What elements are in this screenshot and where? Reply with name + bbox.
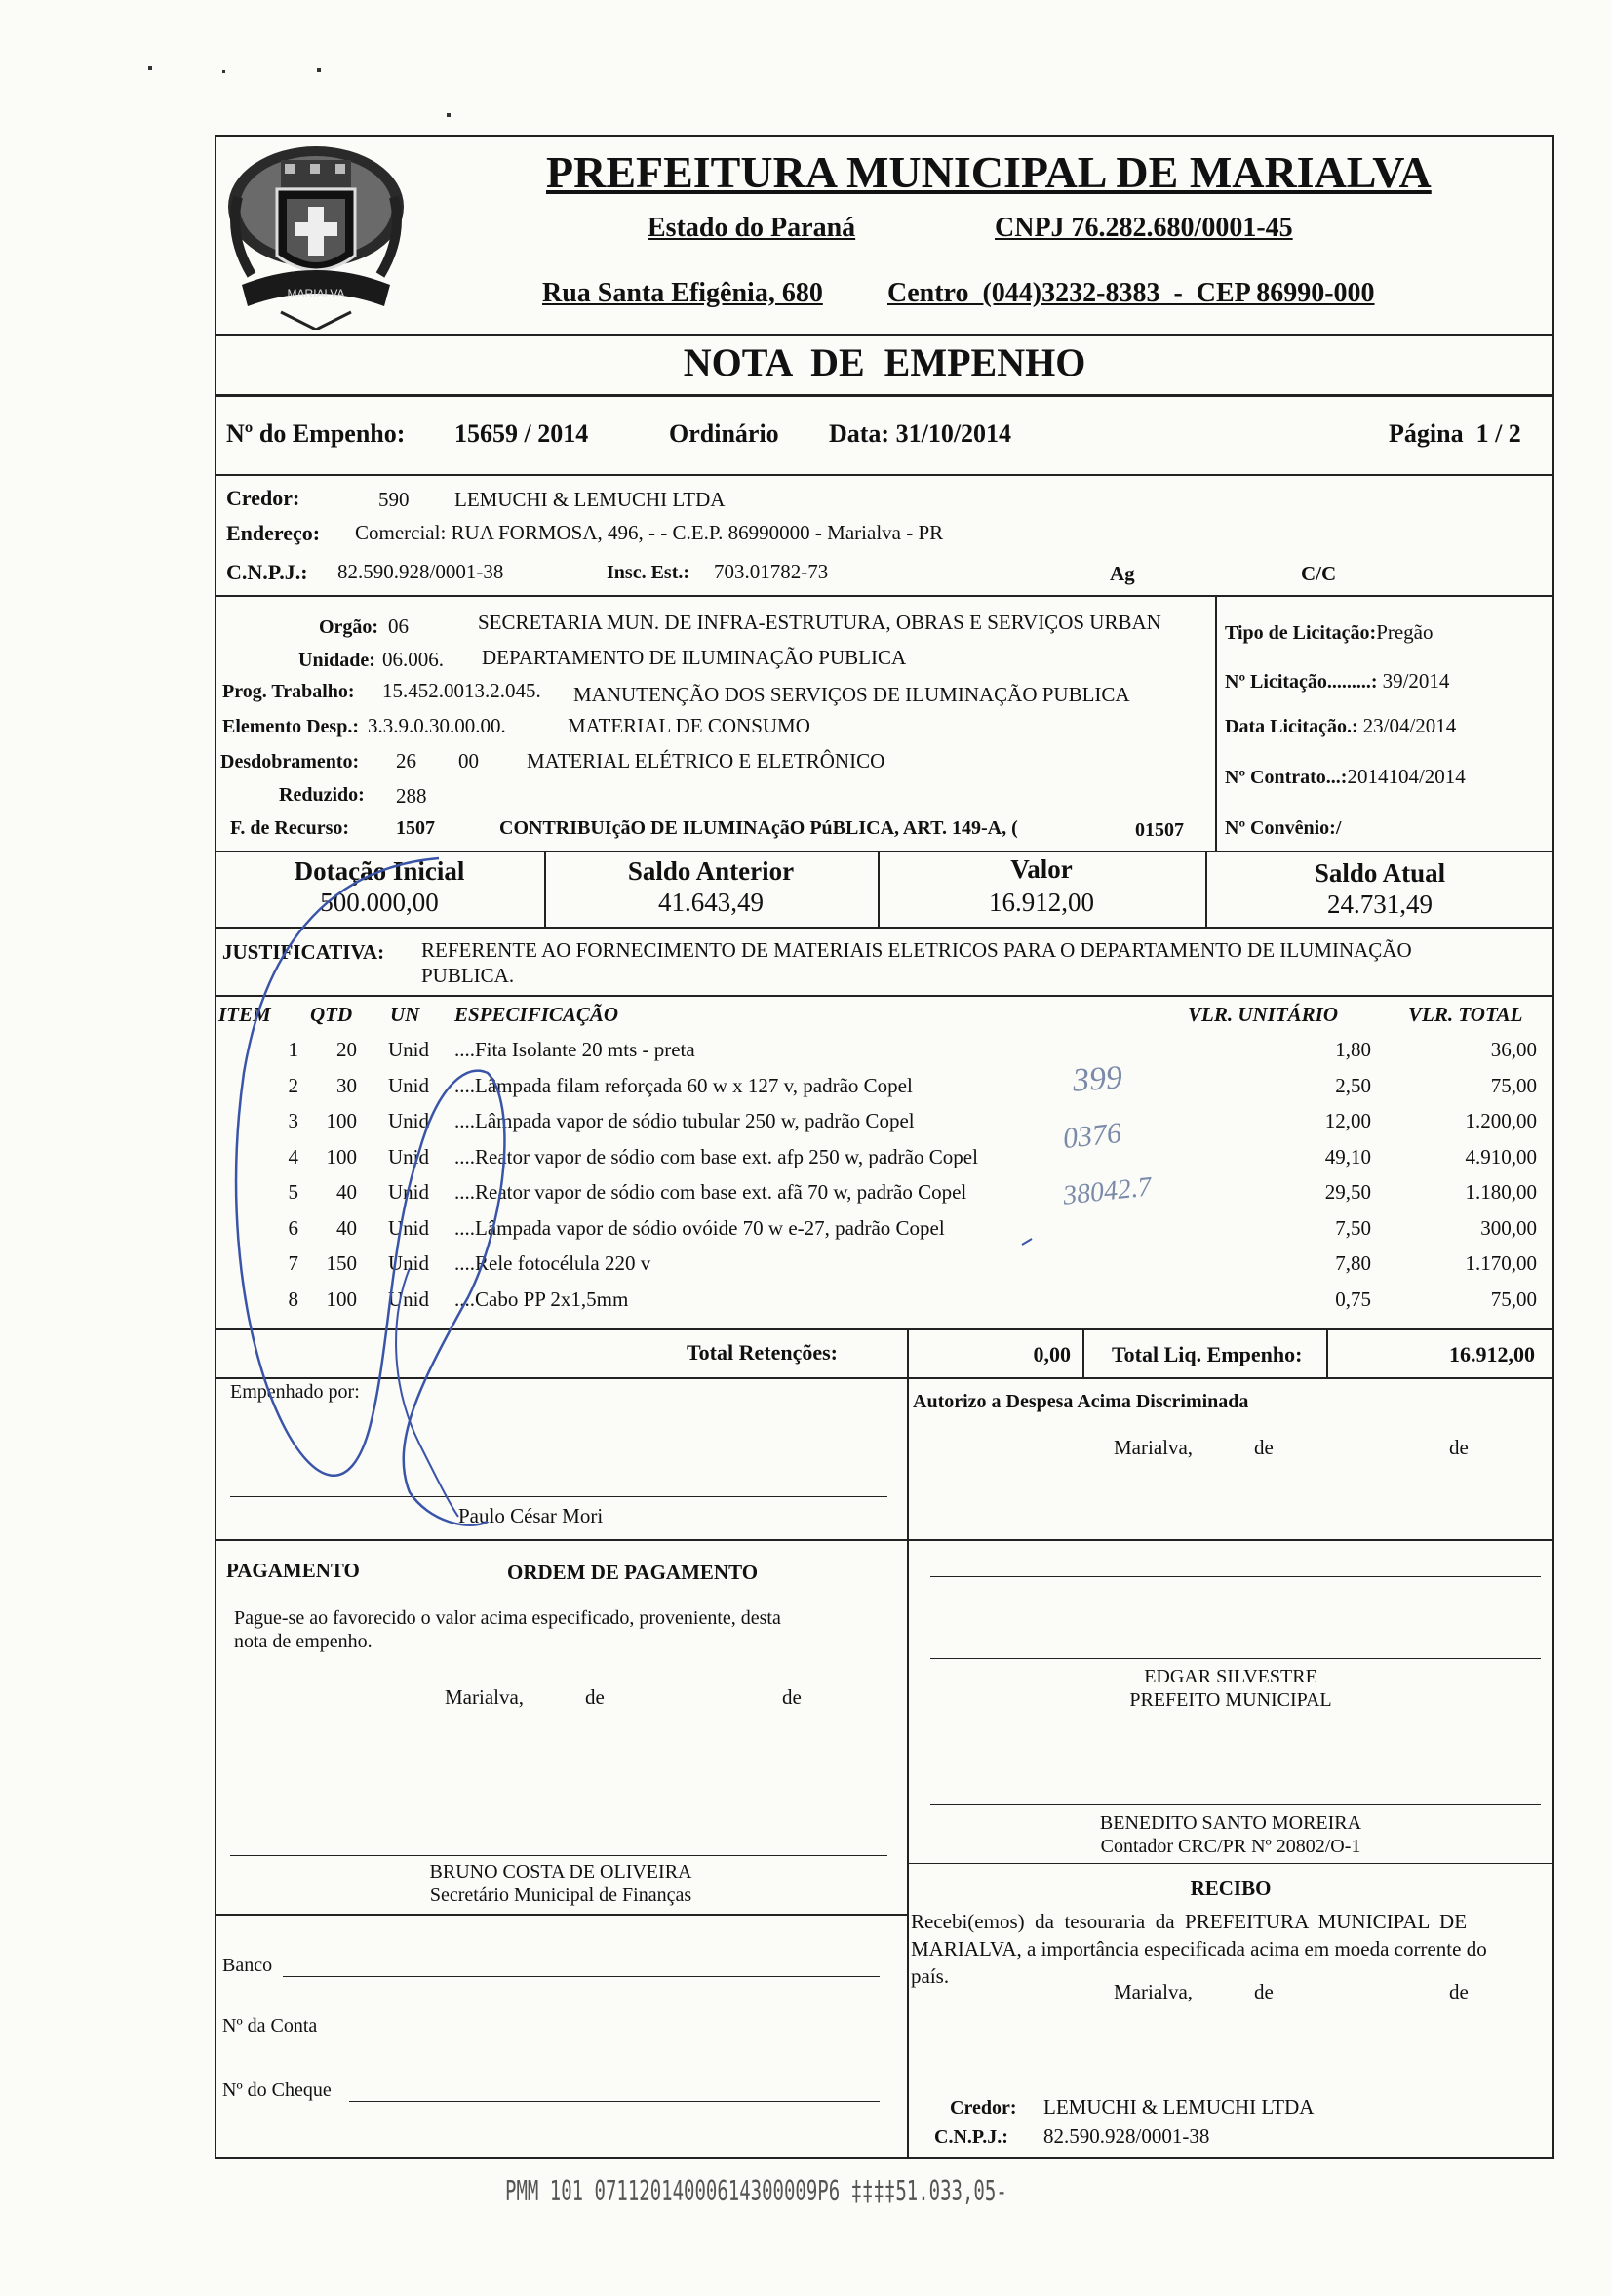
- unidade-name: DEPARTAMENTO DE ILUMINAÇÃO PUBLICA: [482, 646, 907, 669]
- item-spec-cell: ....Fita Isolante 20 mts - preta: [454, 1038, 695, 1061]
- valor-label: Valor: [1010, 854, 1073, 884]
- insc-est-value: 703.01782-73: [714, 560, 829, 583]
- licitacao-data-label: Data Licitação.:: [1225, 716, 1363, 737]
- item-unit-cell: 1,80: [1335, 1038, 1371, 1061]
- prefeito-role: PREFEITO MUNICIPAL: [1129, 1689, 1332, 1711]
- header-street: Rua Santa Efigênia, 680: [542, 278, 823, 308]
- item-item-cell: 2: [288, 1073, 298, 1097]
- justificativa-label: JUSTIFICATIVA:: [222, 940, 385, 964]
- endereco-label: Endereço:: [226, 521, 321, 545]
- item-spec-cell: ....Rele fotocélula 220 v: [454, 1251, 651, 1275]
- recibo-de2: de: [1449, 1980, 1469, 2003]
- processing-stamp: PMM 101 07112014000614300009P6 ‡‡‡‡51.033,05-: [505, 2175, 1007, 2208]
- autorizo-de1: de: [1254, 1436, 1274, 1459]
- credor-cnpj-value: 82.590.928/0001-38: [337, 560, 504, 583]
- item-un-cell: Unid: [388, 1109, 429, 1132]
- item-spec-cell: ....Lâmpada vapor de sódio ovóide 70 w e-27, padrão Copel: [454, 1215, 945, 1240]
- item-un-cell: Unid: [388, 1251, 429, 1275]
- desdobramento-label: Desdobramento:: [220, 751, 360, 772]
- fonte-label: F. de Recurso:: [230, 817, 350, 839]
- item-qtd-cell: 40: [336, 1215, 357, 1240]
- item-item-cell: 5: [288, 1180, 298, 1204]
- cc-label: C/C: [1301, 562, 1337, 585]
- contador-role: Contador CRC/PR Nº 20802/O-1: [1100, 1836, 1361, 1857]
- items-header-item: ITEM: [218, 1003, 271, 1026]
- credor-code: 590: [378, 488, 410, 511]
- item-unit-cell: 49,10: [1324, 1144, 1371, 1168]
- item-un-cell: Unid: [388, 1180, 429, 1204]
- item-qtd-cell: 100: [326, 1109, 357, 1132]
- item-item-cell: 1: [288, 1038, 298, 1061]
- item-item-cell: 8: [288, 1287, 298, 1311]
- svg-text:MARIALVA: MARIALVA: [287, 287, 345, 300]
- empenhado-label: Empenhado por:: [230, 1381, 360, 1403]
- banco-label: Banco: [222, 1955, 273, 1976]
- dotacao-value: 500.000,00: [320, 888, 439, 917]
- dotacao-label: Dotação Inicial: [294, 856, 465, 886]
- footer-credor-label: Credor:: [950, 2097, 1017, 2118]
- desdobramento-code: 26: [396, 749, 416, 772]
- contador-name: BENEDITO SANTO MOREIRA: [1099, 1812, 1362, 1834]
- fonte-code2: 01507: [1135, 819, 1184, 841]
- unidade-code: 06.006.: [382, 648, 444, 671]
- fonte-code: 1507: [396, 817, 435, 839]
- licitacao-tipo-value: Pregão: [1376, 620, 1434, 644]
- item-qtd-cell: 20: [336, 1038, 357, 1061]
- recibo-line2: MARIALVA, a importância especificada acima em moeda corrente do: [911, 1937, 1487, 1960]
- footer-credor-name: LEMUCHI & LEMUCHI LTDA: [1043, 2095, 1315, 2118]
- item-total-cell: 36,00: [1490, 1038, 1537, 1061]
- items-header-spec: ESPECIFICAÇÃO: [454, 1003, 619, 1026]
- item-un-cell: Unid: [388, 1144, 429, 1168]
- desdobramento-name: MATERIAL ELÉTRICO E ELETRÔNICO: [527, 749, 885, 772]
- items-header-unit: VLR. UNITÁRIO: [1188, 1003, 1339, 1026]
- item-spec-cell: ....Reator vapor de sódio com base ext. afã 70 w, padrão Copel: [454, 1180, 967, 1204]
- handwritten-note: 399: [1071, 1059, 1124, 1099]
- elemento-label: Elemento Desp.:: [222, 716, 359, 737]
- licitacao-tipo-label-text: Tipo de Licitação:: [1225, 622, 1377, 644]
- item-un-cell: Unid: [388, 1215, 429, 1240]
- item-un-cell: Unid: [388, 1073, 429, 1097]
- licitacao-data-value: 23/04/2014: [1362, 714, 1457, 737]
- insc-est-label: Insc. Est.:: [607, 562, 690, 583]
- saldo-anterior-label: Saldo Anterior: [627, 856, 795, 886]
- empenho-type: Ordinário: [669, 419, 779, 448]
- prog-name: MANUTENÇÃO DOS SERVIÇOS DE ILUMINAÇÃO PUBLICA: [573, 683, 1130, 706]
- orgao-label: Orgão:: [319, 616, 379, 638]
- pagamento-text-line1: Pague-se ao favorecido o valor acima especificado, proveniente, desta: [234, 1607, 781, 1629]
- handwritten-note: 0376: [1061, 1116, 1123, 1156]
- item-total-cell: 75,00: [1490, 1073, 1537, 1097]
- licitacao-numero-value: 39/2014: [1382, 669, 1450, 693]
- total-liquido-value: 16.912,00: [1449, 1342, 1535, 1366]
- item-un-cell: Unid: [388, 1038, 429, 1061]
- ordem-pagamento-label: ORDEM DE PAGAMENTO: [507, 1561, 759, 1584]
- endereco-value: Comercial: RUA FORMOSA, 496, - - C.E.P. 86990000 - Marialva - PR: [355, 521, 944, 544]
- secretario-name: BRUNO COSTA DE OLIVEIRA: [429, 1861, 692, 1882]
- orgao-code: 06: [388, 614, 409, 638]
- desdobramento-code2: 00: [458, 749, 479, 772]
- cheque-label: Nº do Cheque: [222, 2079, 332, 2101]
- fonte-name: CONTRIBUIçãO DE ILUMINAçãO PúBLICA, ART. 149-A, (: [499, 817, 1018, 839]
- elemento-code: 3.3.9.0.30.00.00.: [368, 714, 506, 737]
- item-qtd-cell: 40: [336, 1180, 357, 1204]
- empenho-date: Data: 31/10/2014: [829, 419, 1012, 448]
- prog-label: Prog. Trabalho:: [222, 681, 355, 702]
- item-qtd-cell: 100: [326, 1144, 357, 1168]
- item-qtd-cell: 150: [326, 1251, 357, 1275]
- total-liquido-label: Total Liq. Empenho:: [1112, 1342, 1303, 1366]
- recibo-line3: país.: [911, 1964, 950, 1988]
- pagamento-text-line2: nota de empenho.: [234, 1631, 373, 1652]
- header-cnpj: CNPJ 76.282.680/0001-45: [995, 213, 1293, 243]
- pagamento-label: PAGAMENTO: [226, 1559, 360, 1582]
- empenhado-name: Paulo César Mori: [458, 1504, 604, 1527]
- items-header-qtd: QTD: [310, 1003, 353, 1026]
- contrato-label: Nº Contrato...:: [1225, 767, 1348, 788]
- pagamento-de2: de: [782, 1685, 802, 1709]
- item-unit-cell: 0,75: [1335, 1287, 1371, 1311]
- footer-cnpj-value: 82.590.928/0001-38: [1043, 2124, 1210, 2148]
- contrato-value: 2014104/2014: [1347, 765, 1466, 788]
- saldo-anterior-value: 41.643,49: [658, 888, 764, 917]
- header-contact: Centro (044)3232-8383 - CEP 86990-000: [887, 278, 1375, 308]
- credor-label: Credor:: [226, 486, 300, 510]
- item-un-cell: Unid: [388, 1287, 429, 1311]
- item-total-cell: 1.200,00: [1465, 1109, 1537, 1132]
- header-title: PREFEITURA MUNICIPAL DE MARIALVA: [546, 147, 1432, 197]
- item-unit-cell: 7,50: [1335, 1215, 1371, 1240]
- justificativa-line2: PUBLICA.: [421, 964, 515, 987]
- unidade-label: Unidade:: [298, 650, 375, 671]
- item-spec-cell: ....Reator vapor de sódio com base ext. afp 250 w, padrão Copel: [454, 1144, 978, 1168]
- item-total-cell: 1.180,00: [1465, 1180, 1537, 1204]
- empenho-number: 15659 / 2014: [454, 419, 589, 448]
- saldo-atual-value: 24.731,49: [1327, 890, 1433, 919]
- pagamento-de1: de: [585, 1685, 605, 1709]
- prefeito-name: EDGAR SILVESTRE: [1144, 1666, 1317, 1687]
- items-header-un: UN: [390, 1003, 420, 1026]
- item-item-cell: 3: [288, 1109, 298, 1132]
- autorizo-place: Marialva,: [1114, 1436, 1194, 1459]
- conta-label: Nº da Conta: [222, 2015, 318, 2037]
- item-total-cell: 4.910,00: [1465, 1144, 1537, 1168]
- page-number: Página 1 / 2: [1389, 419, 1521, 448]
- item-unit-cell: 29,50: [1324, 1180, 1371, 1204]
- document-title: NOTA DE EMPENHO: [683, 340, 1086, 384]
- secretario-role: Secretário Municipal de Finanças: [429, 1884, 692, 1906]
- item-unit-cell: 7,80: [1335, 1251, 1371, 1275]
- item-item-cell: 4: [288, 1144, 298, 1168]
- item-spec-cell: ....Cabo PP 2x1,5mm: [454, 1287, 629, 1311]
- orgao-name: SECRETARIA MUN. DE INFRA-ESTRUTURA, OBRAS E SERVIÇOS URBAN: [478, 611, 1161, 634]
- pagamento-place: Marialva,: [445, 1685, 525, 1709]
- saldo-atual-label: Saldo Atual: [1314, 858, 1446, 888]
- reduzido-value: 288: [396, 784, 427, 808]
- autorizo-label: Autorizo a Despesa Acima Discriminada: [913, 1391, 1249, 1412]
- item-unit-cell: 12,00: [1324, 1109, 1371, 1132]
- autorizo-de2: de: [1449, 1436, 1469, 1459]
- justificativa-line1: REFERENTE AO FORNECIMENTO DE MATERIAIS ELETRICOS PARA O DEPARTAMENTO DE ILUMINAÇÃO: [421, 938, 1412, 962]
- footer-cnpj-label: C.N.P.J.:: [934, 2126, 1008, 2148]
- item-qtd-cell: 30: [336, 1073, 357, 1097]
- item-item-cell: 6: [288, 1215, 298, 1240]
- elemento-name: MATERIAL DE CONSUMO: [568, 714, 810, 737]
- valor-value: 16.912,00: [989, 888, 1094, 917]
- item-total-cell: 1.170,00: [1465, 1251, 1537, 1275]
- item-qtd-cell: 100: [326, 1287, 357, 1311]
- item-spec-cell: ....Lâmpada vapor de sódio tubular 250 w, padrão Copel: [454, 1109, 915, 1132]
- convenio: Nº Convênio:/: [1225, 817, 1342, 839]
- licitacao-numero-label: Nº Licitação.........:: [1225, 671, 1383, 693]
- header-state: Estado do Paraná: [648, 213, 856, 243]
- recibo-line1: Recebi(emos) da tesouraria da PREFEITURA MUNICIPAL DE: [911, 1910, 1468, 1933]
- total-retencoes-label: Total Retenções:: [687, 1340, 838, 1365]
- recibo-title: RECIBO: [1190, 1877, 1272, 1900]
- credor-cnpj-label: C.N.P.J.:: [226, 560, 308, 584]
- item-spec-cell: ....Lâmpada filam reforçada 60 w x 127 v, padrão Copel: [454, 1073, 913, 1097]
- items-header-total: VLR. TOTAL: [1408, 1003, 1523, 1026]
- handwritten-note: 38042.7: [1061, 1171, 1154, 1211]
- recibo-de1: de: [1254, 1980, 1274, 2003]
- recibo-place: Marialva,: [1114, 1980, 1194, 2003]
- item-item-cell: 7: [288, 1251, 298, 1275]
- empenho-label: Nº do Empenho:: [226, 419, 406, 448]
- credor-name: LEMUCHI & LEMUCHI LTDA: [454, 488, 726, 511]
- item-unit-cell: 2,50: [1335, 1073, 1371, 1097]
- ag-label: Ag: [1110, 562, 1135, 585]
- item-total-cell: 75,00: [1490, 1287, 1537, 1311]
- prog-code: 15.452.0013.2.045.: [382, 679, 541, 702]
- total-retencoes-value: 0,00: [1033, 1342, 1071, 1366]
- reduzido-label: Reduzido:: [279, 784, 365, 806]
- item-total-cell: 300,00: [1480, 1215, 1537, 1240]
